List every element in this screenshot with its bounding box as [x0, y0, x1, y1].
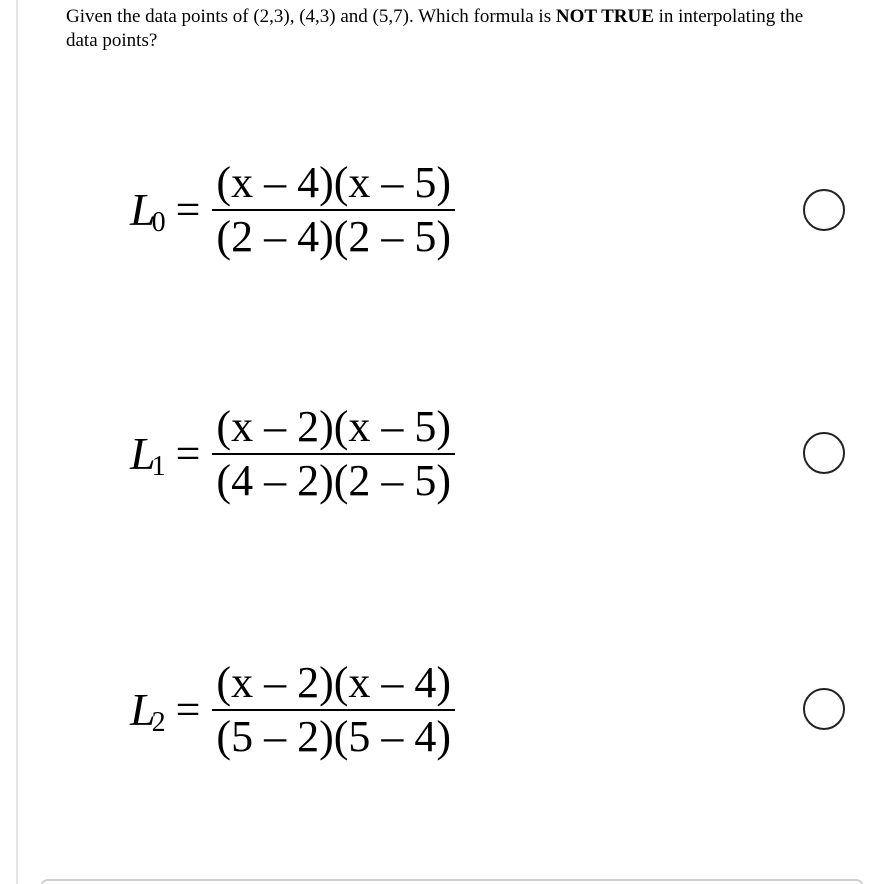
question-text — [66, 5, 836, 53]
radio-button-l0[interactable] — [803, 189, 845, 231]
formula-l1 — [130, 384, 455, 524]
question-text-after: in interpolating the data points? — [66, 6, 804, 51]
lhs-symbol: L — [130, 684, 156, 735]
denominator: (5 – 2)(5 – 4) — [216, 712, 452, 761]
fraction — [212, 658, 455, 761]
answer-option-l0[interactable] — [0, 140, 880, 280]
numerator: (x – 4)(x – 5) — [216, 158, 452, 207]
formula-lhs — [130, 684, 166, 738]
lhs-symbol: L — [130, 184, 156, 235]
equals-sign: = — [175, 185, 201, 234]
radio-button-l1[interactable] — [803, 432, 845, 474]
lhs-subscript: 1 — [151, 451, 166, 482]
lhs-symbol: L — [130, 428, 156, 479]
formula-l0 — [130, 140, 455, 280]
numerator: (x – 2)(x – 4) — [216, 658, 452, 707]
denominator: (2 – 4)(2 – 5) — [216, 212, 452, 261]
radio-button-l2[interactable] — [803, 688, 845, 730]
numerator: (x – 2)(x – 5) — [216, 402, 452, 451]
answer-option-l1[interactable] — [0, 384, 880, 524]
formula-lhs — [130, 428, 166, 482]
fraction — [212, 402, 455, 505]
formula-l2 — [130, 640, 455, 780]
equals-sign: = — [175, 685, 201, 734]
formula-lhs — [130, 184, 166, 238]
next-section-box — [40, 879, 864, 884]
question-text-before: Given the data points of (2,3), (4,3) and (5,7). Which formula is — [66, 6, 556, 27]
equals-sign: = — [175, 429, 201, 478]
lhs-subscript: 2 — [151, 707, 166, 738]
fraction — [212, 158, 455, 261]
answer-option-l2[interactable] — [0, 640, 880, 780]
question-emphasis: NOT TRUE — [555, 6, 654, 27]
lhs-subscript: 0 — [151, 207, 166, 238]
denominator: (4 – 2)(2 – 5) — [216, 456, 452, 505]
